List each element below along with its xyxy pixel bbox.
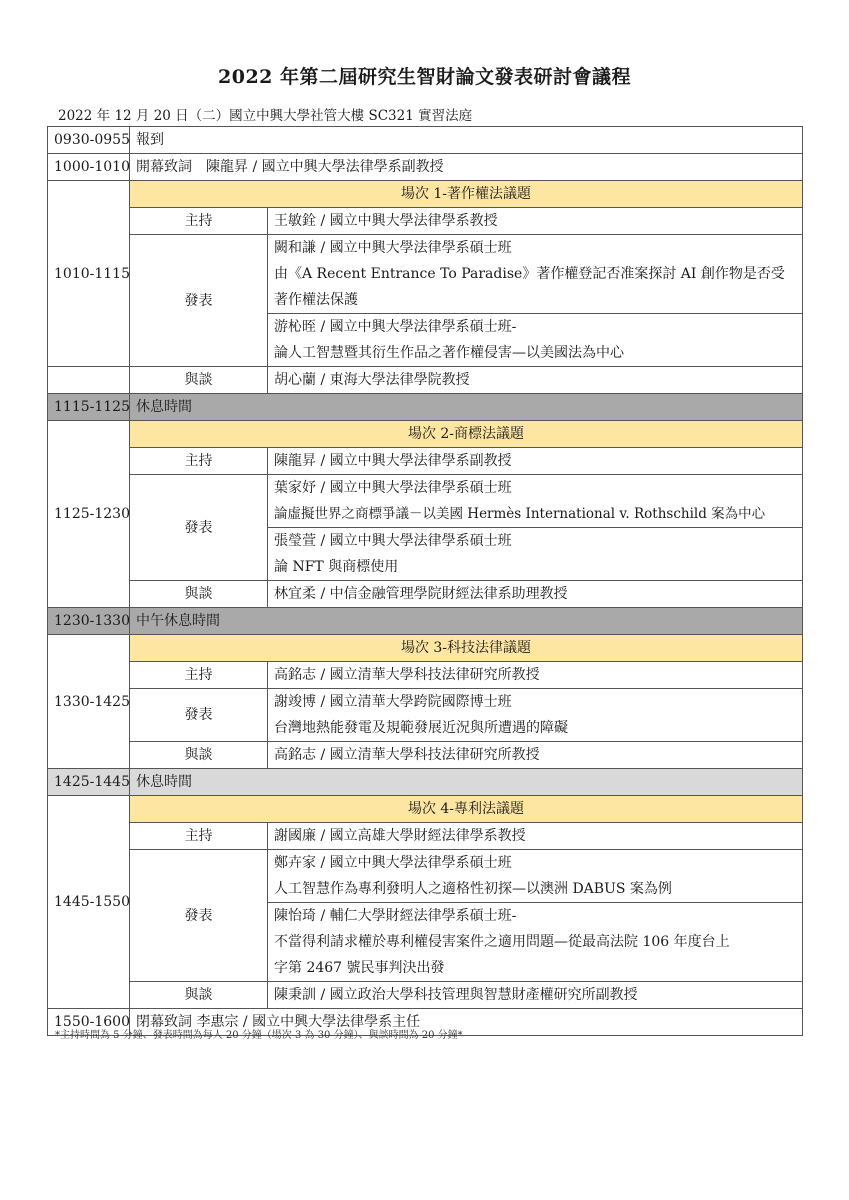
- time-cell: 1230-1330: [48, 608, 130, 635]
- session-3-host-row: [48, 662, 803, 689]
- role-discussant: 與談: [130, 982, 268, 1009]
- session-2-time: 1125-1230: [48, 421, 130, 608]
- presenter-2-author: 張瑩萱 / 國立中興大學法律學系碩士班: [268, 528, 803, 555]
- agenda-row-registration: [48, 127, 803, 154]
- break-row-3: [48, 769, 803, 796]
- session-1-presenter-1-author-row: [48, 235, 803, 262]
- presenter-1-paper-title-line-2: 著作權法保護: [268, 287, 803, 314]
- role-discussant: 與談: [130, 581, 268, 608]
- session-1-host-row: [48, 208, 803, 235]
- role-presenter: 發表: [130, 475, 268, 581]
- session-4-discussant-row: [48, 982, 803, 1009]
- footnote: *主持時間為 5 分鐘、發表時間為每人 20 分鐘（場次 3 為 30 分鐘）、與談時間為 20 分鐘*: [55, 1030, 463, 1041]
- host-name: 謝國廉 / 國立高雄大學財經法律學系教授: [268, 823, 803, 850]
- host-name: 高銘志 / 國立清華大學科技法律研究所教授: [268, 662, 803, 689]
- session-2-host-row: [48, 448, 803, 475]
- session-1-header-row: [48, 181, 803, 208]
- presenter-2-paper-title-line-2: 字第 2467 號民事判決出發: [268, 955, 803, 982]
- discussant-name: 高銘志 / 國立清華大學科技法律研究所教授: [268, 742, 803, 769]
- agenda-row-opening: [48, 154, 803, 181]
- session-1-time-spacer: [48, 367, 130, 394]
- presenter-1-author: 謝竣博 / 國立清華大學跨院國際博士班: [268, 689, 803, 716]
- host-name: 王敏銓 / 國立中興大學法律學系教授: [268, 208, 803, 235]
- time-cell: 1115-1125: [48, 394, 130, 421]
- discussant-name: 陳秉訓 / 國立政治大學科技管理與智慧財產權研究所副教授: [268, 982, 803, 1009]
- discussant-name: 林宜柔 / 中信金融管理學院財經法律系助理教授: [268, 581, 803, 608]
- session-3-time: 1330-1425: [48, 635, 130, 769]
- session-1-time: 1010-1115: [48, 181, 130, 367]
- break-label: 休息時間: [130, 394, 803, 421]
- session-2-discussant-row: [48, 581, 803, 608]
- presenter-2-paper-title: 論人工智慧暨其衍生作品之著作權侵害—以美國法為中心: [268, 340, 803, 367]
- item-cell: 開幕致詞 陳龍昇 / 國立中興大學法律學系副教授: [130, 154, 803, 181]
- presenter-2-paper-title-line-1: 不當得利請求權於專利權侵害案件之適用問題—從最高法院 106 年度台上: [268, 929, 803, 955]
- presenter-1-author: 葉家妤 / 國立中興大學法律學系碩士班: [268, 475, 803, 502]
- presenter-2-author: 陳怡琦 / 輔仁大學財經法律學系碩士班-: [268, 903, 803, 930]
- time-cell: 1000-1010: [48, 154, 130, 181]
- role-discussant: 與談: [130, 742, 268, 769]
- session-4-presenter-1-author-row: [48, 850, 803, 877]
- document-title: 2022 年第二屆研究生智財論文發表研討會議程: [218, 66, 631, 88]
- presenter-2-paper-title: 論 NFT 與商標使用: [268, 554, 803, 581]
- session-4-header-row: [48, 796, 803, 823]
- presenter-1-author: 闕和謙 / 國立中興大學法律學系碩士班: [268, 235, 803, 262]
- session-2-title: 場次 2-商標法議題: [130, 421, 803, 448]
- time-cell: 1425-1445: [48, 769, 130, 796]
- presenter-1-paper-title: 台灣地熱能發電及規範發展近況與所遭遇的障礙: [268, 715, 803, 742]
- session-4-host-row: [48, 823, 803, 850]
- event-date-location: 2022 年 12 月 20 日（二）國立中興大學社管大樓 SC321 實習法庭: [58, 108, 473, 124]
- session-2-presenter-1-author-row: [48, 475, 803, 502]
- session-4-title: 場次 4-專利法議題: [130, 796, 803, 823]
- session-3-title: 場次 3-科技法律議題: [130, 635, 803, 662]
- break-label: 休息時間: [130, 769, 803, 796]
- presenter-1-paper-title: 論虛擬世界之商標爭議－以美國 Hermès International v. Rothschild 案為中心: [268, 501, 803, 528]
- role-host: 主持: [130, 823, 268, 850]
- session-3-discussant-row: [48, 742, 803, 769]
- presenter-2-author: 游杺晊 / 國立中興大學法律學系碩士班-: [268, 314, 803, 341]
- role-presenter: 發表: [130, 235, 268, 367]
- break-row-2: [48, 608, 803, 635]
- role-presenter: 發表: [130, 850, 268, 982]
- discussant-name: 胡心蘭 / 東海大學法律學院教授: [268, 367, 803, 394]
- role-host: 主持: [130, 208, 268, 235]
- session-4-time: 1445-1550: [48, 796, 130, 1009]
- presenter-1-paper-title-line-1: 由《A Recent Entrance To Paradise》著作權登記否准案探討 AI 創作物是否受: [268, 261, 803, 287]
- session-3-presenter-1-author-row: [48, 689, 803, 716]
- agenda-table: [47, 126, 803, 1036]
- session-3-header-row: [48, 635, 803, 662]
- presenter-1-paper-title: 人工智慧作為專利發明人之適格性初探—以澳洲 DABUS 案為例: [268, 876, 803, 903]
- presenter-1-author: 鄭卉家 / 國立中興大學法律學系碩士班: [268, 850, 803, 877]
- session-2-header-row: [48, 421, 803, 448]
- role-discussant: 與談: [130, 367, 268, 394]
- item-cell: 報到: [130, 127, 803, 154]
- item-cell: 閉幕致詞 李惠宗 / 國立中興大學法律學系主任: [130, 1009, 803, 1036]
- role-host: 主持: [130, 662, 268, 689]
- time-cell: 1550-1600: [48, 1009, 130, 1036]
- break-row-1: [48, 394, 803, 421]
- role-host: 主持: [130, 448, 268, 475]
- session-1-discussant-row: [48, 367, 803, 394]
- break-label: 中午休息時間: [130, 608, 803, 635]
- role-presenter: 發表: [130, 689, 268, 742]
- host-name: 陳龍昇 / 國立中興大學法律學系副教授: [268, 448, 803, 475]
- session-1-title: 場次 1-著作權法議題: [130, 181, 803, 208]
- time-cell: 0930-0955: [48, 127, 130, 154]
